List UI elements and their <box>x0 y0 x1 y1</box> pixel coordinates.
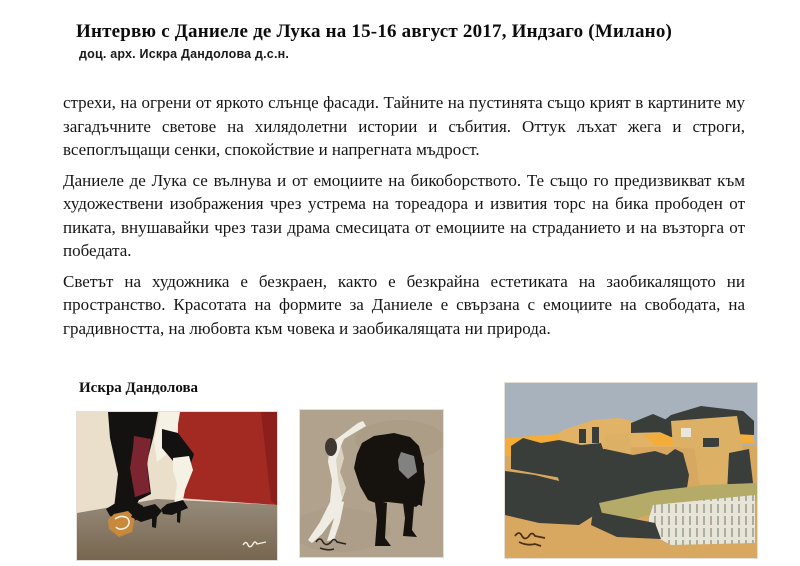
byline: доц. арх. Искра Дандолова д.с.н. <box>79 47 290 61</box>
paragraph-1: стрехи, на огрени от яркото слънце фасади. Тайните на пустинята също крият в картините му загадъчните светове на хилядолетни истории и събития. Оттук лъхат жега и строги, всепоглъщащи сенки, спокойствие и напрегната мъдрост. <box>63 93 745 159</box>
village-landscape-painting <box>504 382 758 559</box>
author-signature: Искра Дандолова <box>79 380 199 396</box>
page-title: Интервю с Даниеле де Лука на 15-16 август 2017, Индзаго (Милано) <box>76 21 673 42</box>
nude-and-bull-painting <box>299 409 444 558</box>
paragraph-2: Даниеле де Лука се вълнува и от емоциите на бикоборството. Те също го предизвикват към художествени изображения чрез устрема на тореадора и извития торс на бика прободен от пиката, внушавайки чрез тази драма смесицата от емоциите на страданието и на възторга от победата. <box>63 170 745 260</box>
tango-feet-painting <box>76 411 278 561</box>
article-body <box>63 91 745 347</box>
paragraph-3: Светът на художника е безкраен, както е безкрайна естетиката на заобикалящото ни пространство. Красотата на формите за Даниеле е свързана с емоциите на свободата, на градивността, на любовта към човека и заобикалящата ни природа. <box>63 271 745 338</box>
